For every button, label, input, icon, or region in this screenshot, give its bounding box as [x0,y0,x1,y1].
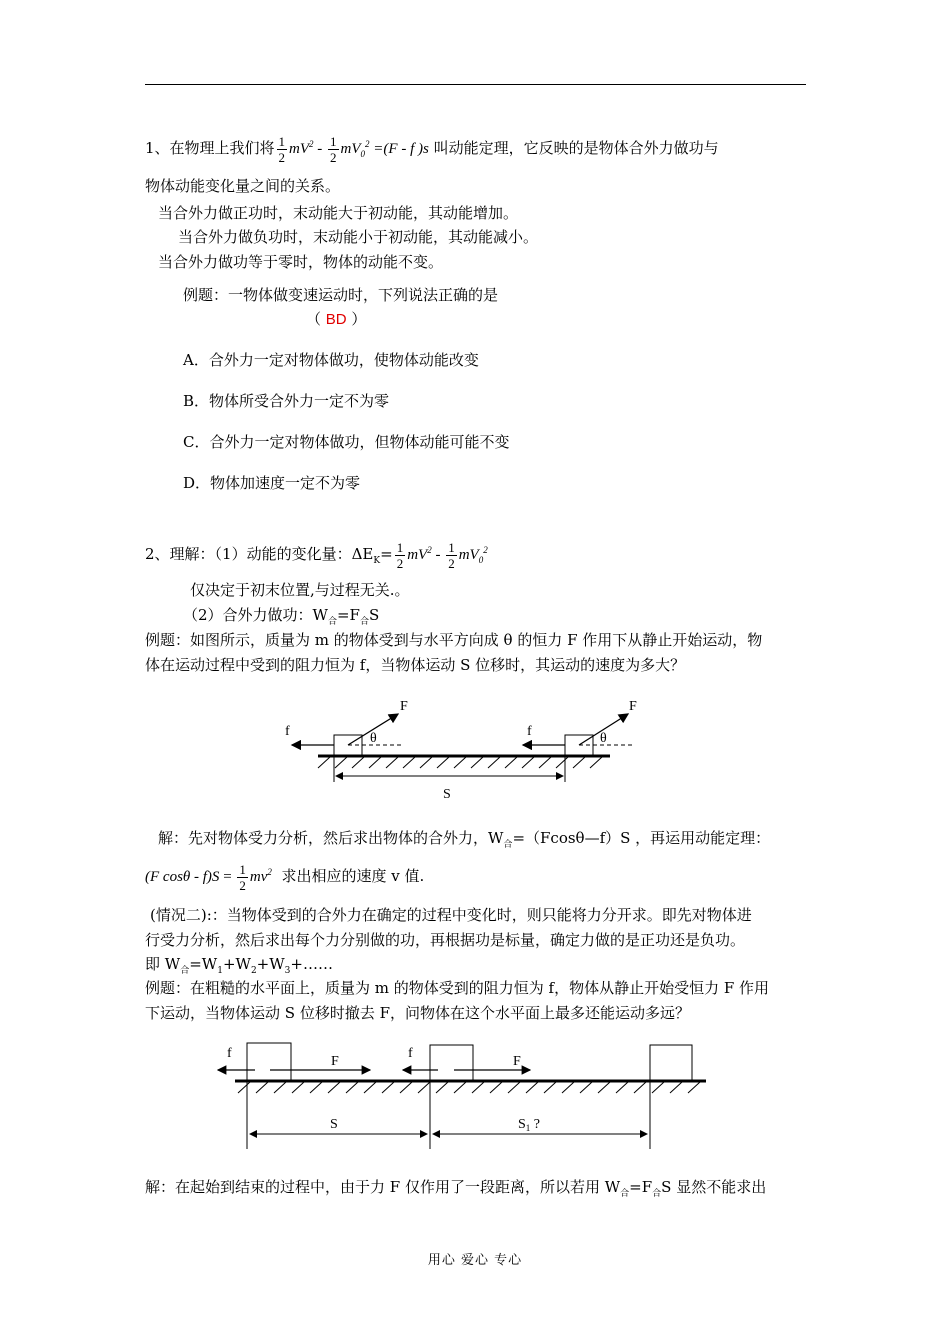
label-f-a: f [227,1046,232,1061]
example1-answer: （ BD ） [306,310,367,328]
case-negative: 当合外力做负功时，末动能小于初动能，其动能减小。 [178,228,539,246]
solution1-line2: (F cosθ - f)S = $\frac{1}{2}$ $mv^2$ 求出相应的速度 v 值. [145,862,425,894]
label-F-a: F [331,1054,339,1069]
label-F-2: F [629,699,637,714]
example2-line2: 体在运动过程中受到的阻力恒为 f，当物体运动 S 位移时，其运动的速度为多大？ [145,656,686,674]
solution3-line: 解：在起始到结束的过程中，由于力 F 仅作用了一段距离，所以若用 $W_合=F_合S$ 显然不能求出 [145,1178,767,1199]
option-b: B．物体所受合外力一定不为零 [183,392,390,410]
label-S-2: S [330,1117,338,1132]
option-a: A．合外力一定对物体做功，使物体动能改变 [183,351,479,369]
case2-line3: 即 $W_合=W_1+W_2+W_3+\dots\dots$ [145,955,333,976]
page-footer: 用心 爱心 专心 [427,1253,523,1268]
header-rule [145,84,806,85]
example3-line2: 下运动，当物体运动 S 位移时撤去 F，问物体在这个水平面上最多还能运动多远？ [145,1004,690,1022]
example1-question: 例题：一物体做变速运动时，下列说法正确的是 [183,286,499,304]
example2-line1: 例题：如图所示，质量为 m 的物体受到与水平方向成 θ 的恒力 F 作用下从静止开始运动，物 [145,631,763,649]
case-positive: 当合外力做正功时，末动能大于初动能，其动能增加。 [158,204,519,222]
section1-line2: 物体动能变化量之间的关系。 [145,177,341,195]
option-d: D．物体加速度一定不为零 [183,474,361,492]
case2-line2: 行受力分析，然后求出每个力分别做的功，再根据功是标量，确定力做的是正功还是负功。 [145,931,746,949]
label-f-b: f [408,1046,413,1061]
label-S1: $S_1$ ? [518,1117,541,1133]
delta-ek-formula: $\frac{1}{2}$ $mV^2$ - $\frac{1}{2}$ $mV_0^2$ [396,540,488,572]
label-F-b: F [513,1054,521,1069]
case-zero: 当合外力做功等于零时，物体的动能不变。 [158,253,444,271]
example3-line1: 例题：在粗糙的水平面上，质量为 m 的物体受到的阻力恒为 f，物体从静止开始受恒力 F 作用 [145,979,770,997]
section2-line1: 2、理解：（1）动能的变化量：$\Delta E_K=$ $\frac{1}{2}$ $mV^2$ - $\frac{1}{2}$ $mV_0^2$ [145,540,488,572]
solution1-line1: 解：先对物体受力分析，然后求出物体的合外力，$W_合=(Fcos\theta—f)S$ ，再运用动能定理： [158,829,771,850]
force-diagram-1 [280,690,637,810]
energy-theorem-formula: (F cosθ - f)S = $\frac{1}{2}$ $mv^2$ [145,862,272,894]
label-theta-1: θ [370,731,377,746]
label-F-1: F [400,699,408,714]
block-middle-2 [430,1045,473,1080]
label-S: S [443,787,451,802]
ground-1 [318,756,610,768]
force-diagram-2 [210,1035,720,1155]
label-f-2: f [527,724,532,739]
ground-2 [235,1081,706,1093]
block-end-2 [650,1045,692,1080]
block-start-2 [247,1043,291,1080]
section2-note: 仅决定于初末位置,与过程无关.。 [190,581,410,599]
section2-work: （2）合外力做功：$W_合=F_合S$ [183,606,380,627]
kinetic-energy-formula: $\frac{1}{2}$ $mV^2$ - $\frac{1}{2}$ $mV_0^2 =(F - f$ )s [278,134,429,166]
label-f-1: f [285,724,290,739]
label-theta-2: θ [600,731,607,746]
case2-line1: (情况二):：当物体受到的合外力在确定的过程中变化时，则只能将力分开求。即先对物体进 [150,906,752,924]
section1-line1: 1、在物理上我们将 $\frac{1}{2}$ $mV^2$ - $\frac{1}{2}$ $mV_0^2 =(F - f$ )s 叫动能定理，它反映的是物体合外力做功与 [145,134,719,166]
option-c: C．合外力一定对物体做功，但物体动能可能不变 [183,433,510,451]
